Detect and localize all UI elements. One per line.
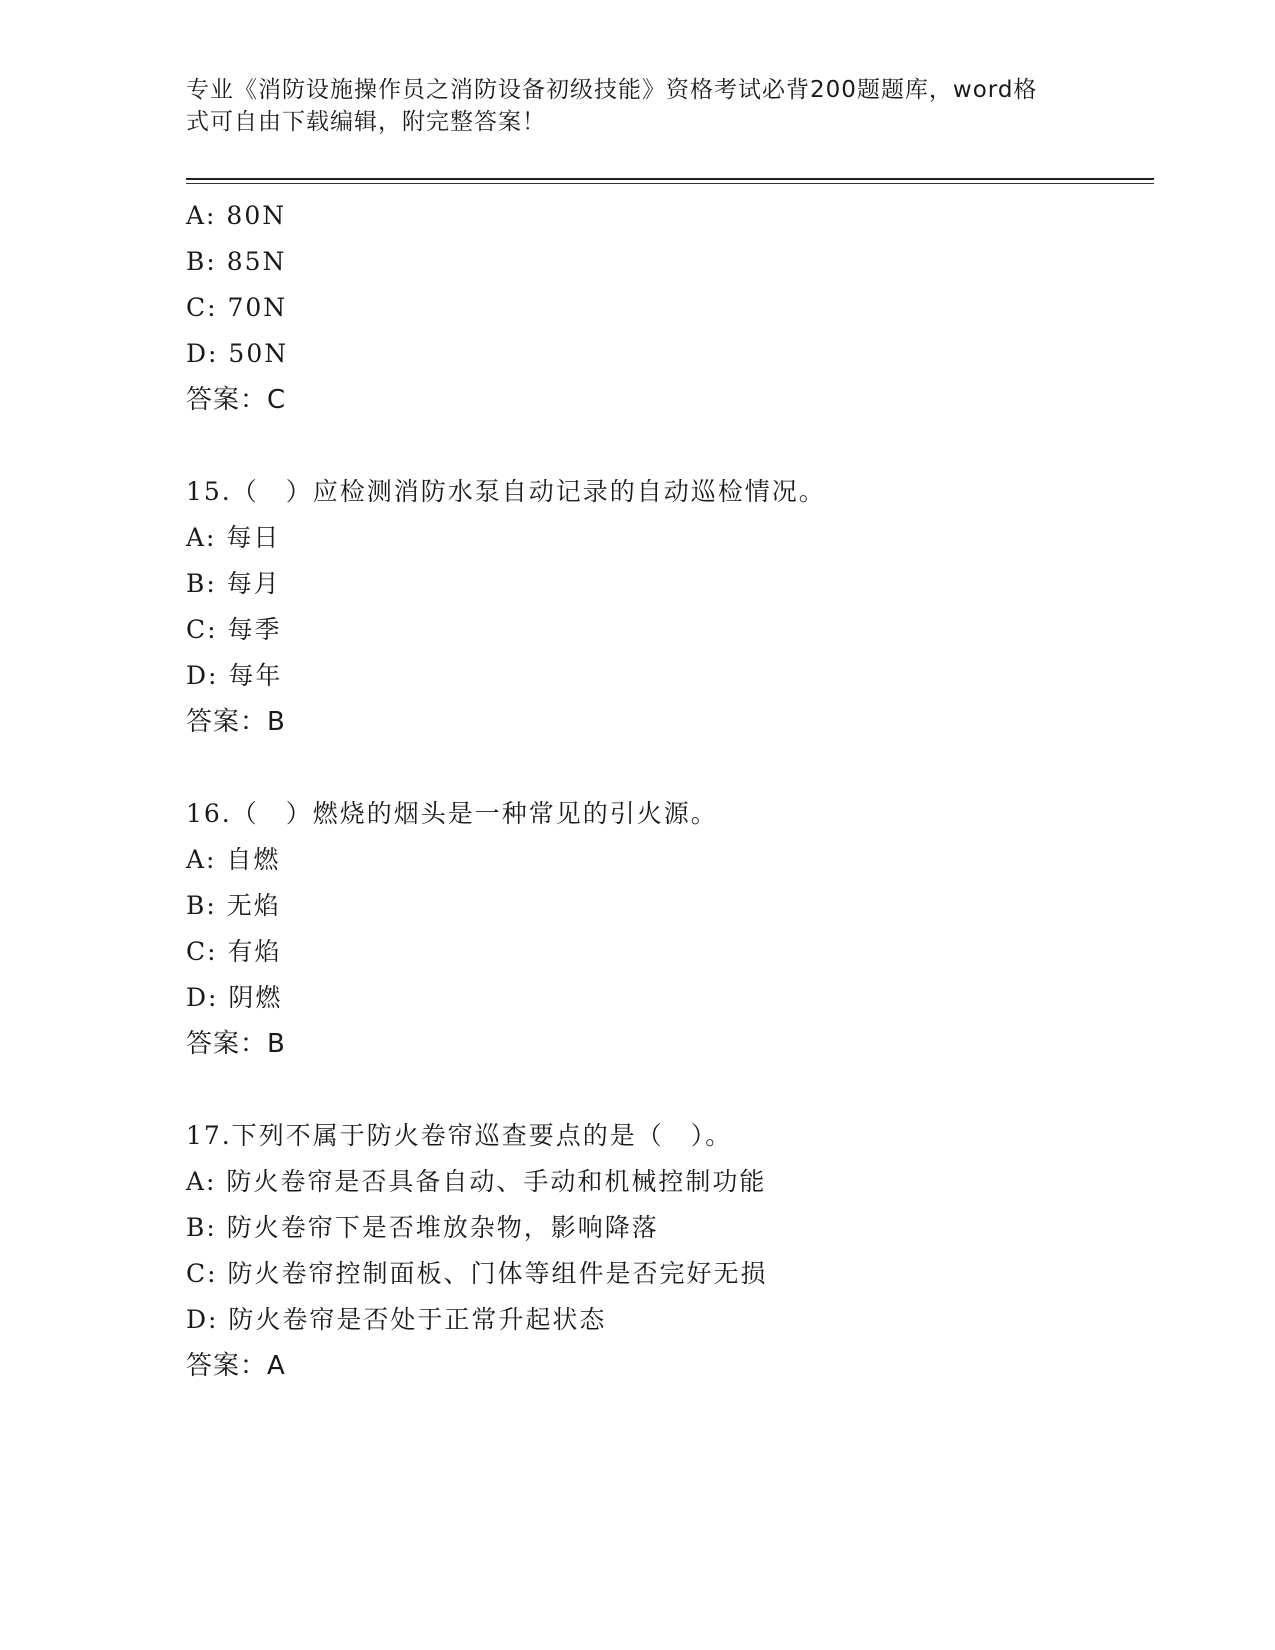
header-divider-thick <box>186 178 1154 180</box>
question-stem: 16.（ ）燃烧的烟头是一种常见的引火源。 <box>186 799 718 828</box>
question-stem: 15.（ ）应检测消防水泵自动记录的自动巡检情况。 <box>186 477 826 506</box>
option-c: C: 70N <box>186 293 288 322</box>
header-line-1: 专业《消防设施操作员之消防设备初级技能》资格考试必背200题题库，word格 <box>186 77 1038 103</box>
answer-line: 答案：B <box>186 707 286 737</box>
option-d: D: 每年 <box>186 661 283 690</box>
question-15 <box>186 469 1154 745</box>
option-c: C: 防火卷帘控制面板、门体等组件是否完好无损 <box>186 1259 768 1288</box>
option-a: A: 防火卷帘是否具备自动、手动和机械控制功能 <box>186 1167 767 1196</box>
header-divider-thin <box>186 183 1154 184</box>
header-line-2: 式可自由下载编辑，附完整答案！ <box>186 109 546 135</box>
option-a: A: 自燃 <box>186 845 281 874</box>
question-14-continued <box>186 193 1154 423</box>
question-17 <box>186 1113 1154 1389</box>
option-b: B: 无焰 <box>186 891 281 920</box>
option-d: D: 阴燃 <box>186 983 283 1012</box>
option-c: C: 有焰 <box>186 937 282 966</box>
option-b: B: 防火卷帘下是否堆放杂物，影响降落 <box>186 1213 659 1242</box>
answer-line: 答案：C <box>186 385 287 415</box>
document-header <box>186 74 1066 138</box>
answer-line: 答案：B <box>186 1029 286 1059</box>
option-b: B: 85N <box>186 247 287 276</box>
option-a: A: 每日 <box>186 523 281 552</box>
option-d: D: 50N <box>186 339 289 368</box>
question-16 <box>186 791 1154 1067</box>
option-b: B: 每月 <box>186 569 281 598</box>
question-list <box>186 193 1154 1389</box>
option-d: D: 防火卷帘是否处于正常升起状态 <box>186 1305 607 1334</box>
option-c: C: 每季 <box>186 615 282 644</box>
option-a: A: 80N <box>186 201 287 230</box>
answer-line: 答案：A <box>186 1351 286 1381</box>
question-stem: 17.下列不属于防火卷帘巡查要点的是（ ）。 <box>186 1121 733 1150</box>
